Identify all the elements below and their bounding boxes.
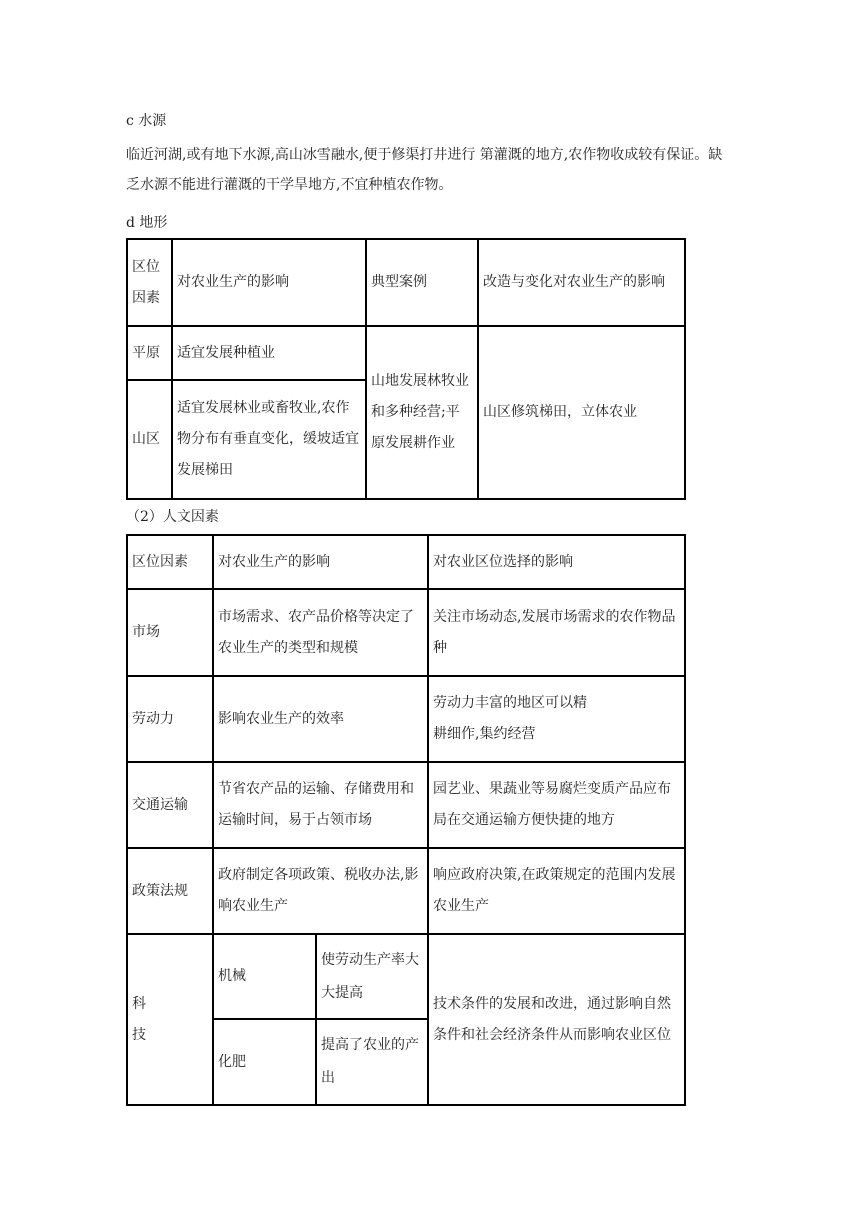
- human-row-factor: 交通运输: [127, 762, 213, 848]
- human-row-choice: 劳动力丰富的地区可以精 耕细作,集约经营: [428, 676, 685, 762]
- terrain-change-cell: 山区修筑梯田，立体农业: [478, 326, 685, 499]
- tech-item-name: 化肥: [213, 1019, 316, 1105]
- tech-item-effect: 使劳动生产率大大提高: [316, 934, 428, 1019]
- section-heading-water: c 水源: [126, 113, 167, 129]
- terrain-row-impact: 适宜发展种植业: [172, 326, 366, 380]
- human-row-factor: 政策法规: [127, 848, 213, 934]
- paragraph-water: 临近河湖,或有地下水源,高山冰雪融水,便于修渠打井进行 第灌溉的地方,农作物收成较有保证。缺乏水源不能进行灌溉的干学旱地方,不宜种植农作物。: [126, 147, 723, 193]
- terrain-table: [126, 238, 686, 500]
- terrain-header-case: 典型案例: [366, 239, 478, 326]
- tech-factor-cell: [127, 934, 213, 1105]
- terrain-row-impact: 适宜发展林业或畜牧业,农作物分布有垂直变化，缓坡适宜发展梯田: [172, 380, 366, 499]
- tech-choice-cell: 技术条件的发展和改进，通过影响自然条件和社会经济条件从而影响农业区位: [428, 934, 685, 1105]
- terrain-header-factor: 区位因素: [127, 239, 172, 326]
- human-row-impact: 市场需求、农产品价格等决定了农业生产的类型和规模: [213, 589, 428, 676]
- terrain-case-cell: 山地发展林牧业和多种经营;平原发展耕作业: [366, 326, 478, 499]
- terrain-header-impact: 对农业生产的影响: [172, 239, 366, 326]
- human-row-choice: 响应政府决策,在政策规定的范围内发展农业生产: [428, 848, 685, 934]
- terrain-header-change: 改造与变化对农业生产的影响: [478, 239, 685, 326]
- tech-factor-line2: 技: [132, 1026, 146, 1043]
- human-row-choice: 关注市场动态,发展市场需求的农作物品种: [428, 589, 685, 676]
- section-heading-human: （2）人文因素: [126, 509, 219, 525]
- human-row-impact: 节省农产品的运输、存储费用和运输时间，易于占领市场: [213, 762, 428, 848]
- human-row-choice: 园艺业、果蔬业等易腐烂变质产品应布局在交通运输方便快捷的地方: [428, 762, 685, 848]
- human-header-factor: 区位因素: [127, 535, 213, 589]
- tech-factor-line1: 科: [132, 995, 146, 1012]
- tech-item-effect: 提高了农业的产出: [316, 1019, 428, 1105]
- human-row-impact: 影响农业生产的效率: [213, 676, 428, 762]
- human-header-impact: 对农业生产的影响: [213, 535, 428, 589]
- terrain-row-factor: 山区: [127, 380, 172, 499]
- terrain-row-factor: 平原: [127, 326, 172, 380]
- tech-item-name: 机械: [213, 934, 316, 1019]
- human-header-choice: 对农业区位选择的影响: [428, 535, 685, 589]
- section-heading-terrain: d 地形: [126, 215, 168, 231]
- human-row-factor: 劳动力: [127, 676, 213, 762]
- human-row-factor: 市场: [127, 589, 213, 676]
- human-row-impact: 政府制定各项政策、税收办法,影响农业生产: [213, 848, 428, 934]
- human-factors-table: [126, 534, 686, 1106]
